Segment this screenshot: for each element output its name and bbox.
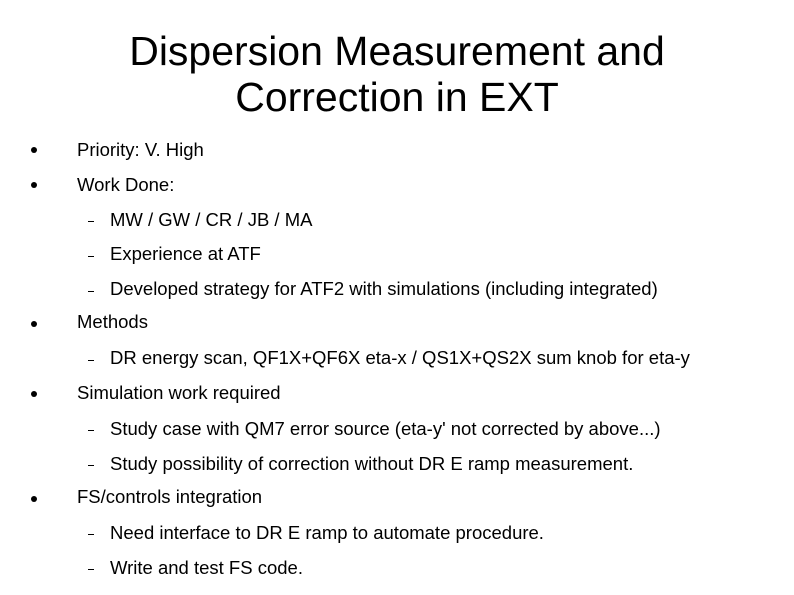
sub-bullet-item: MW / GW / CR / JB / MA	[110, 209, 313, 230]
dash-icon	[88, 256, 94, 257]
bullet-dot-icon	[31, 182, 37, 188]
bullet-item-priority: Priority: V. High	[77, 139, 204, 160]
bullet-item-simulation: Simulation work required	[77, 382, 281, 403]
slide-title-line-2: Correction in EXT	[235, 74, 559, 120]
sub-bullet-item: Developed strategy for ATF2 with simulations (including integrated)	[110, 278, 658, 299]
bullet-dot-icon	[31, 391, 37, 397]
sub-bullet-item: DR energy scan, QF1X+QF6X eta-x / QS1X+QS2X sum knob for eta-y	[110, 347, 690, 368]
dash-icon	[88, 291, 94, 292]
sub-bullet-item: Study possibility of correction without DR E ramp measurement.	[110, 453, 634, 474]
dash-icon	[88, 430, 94, 431]
dash-icon	[88, 569, 94, 570]
bullet-item-methods: Methods	[77, 311, 148, 332]
dash-icon	[88, 465, 94, 466]
sub-bullet-item: Experience at ATF	[110, 243, 261, 264]
dash-icon	[88, 534, 94, 535]
bullet-item-work-done: Work Done:	[77, 174, 175, 195]
sub-bullet-item: Write and test FS code.	[110, 557, 303, 578]
slide-title-line-1: Dispersion Measurement and	[129, 28, 665, 74]
dash-icon	[88, 221, 94, 222]
bullet-dot-icon	[31, 147, 37, 153]
dash-icon	[88, 360, 94, 361]
slide-title	[0, 28, 794, 120]
sub-bullet-item: Need interface to DR E ramp to automate procedure.	[110, 522, 544, 543]
bullet-dot-icon	[31, 496, 37, 502]
bullet-item-fs-controls: FS/controls integration	[77, 486, 263, 507]
sub-bullet-item: Study case with QM7 error source (eta-y' not corrected by above...)	[110, 418, 661, 439]
bullet-dot-icon	[31, 321, 37, 327]
